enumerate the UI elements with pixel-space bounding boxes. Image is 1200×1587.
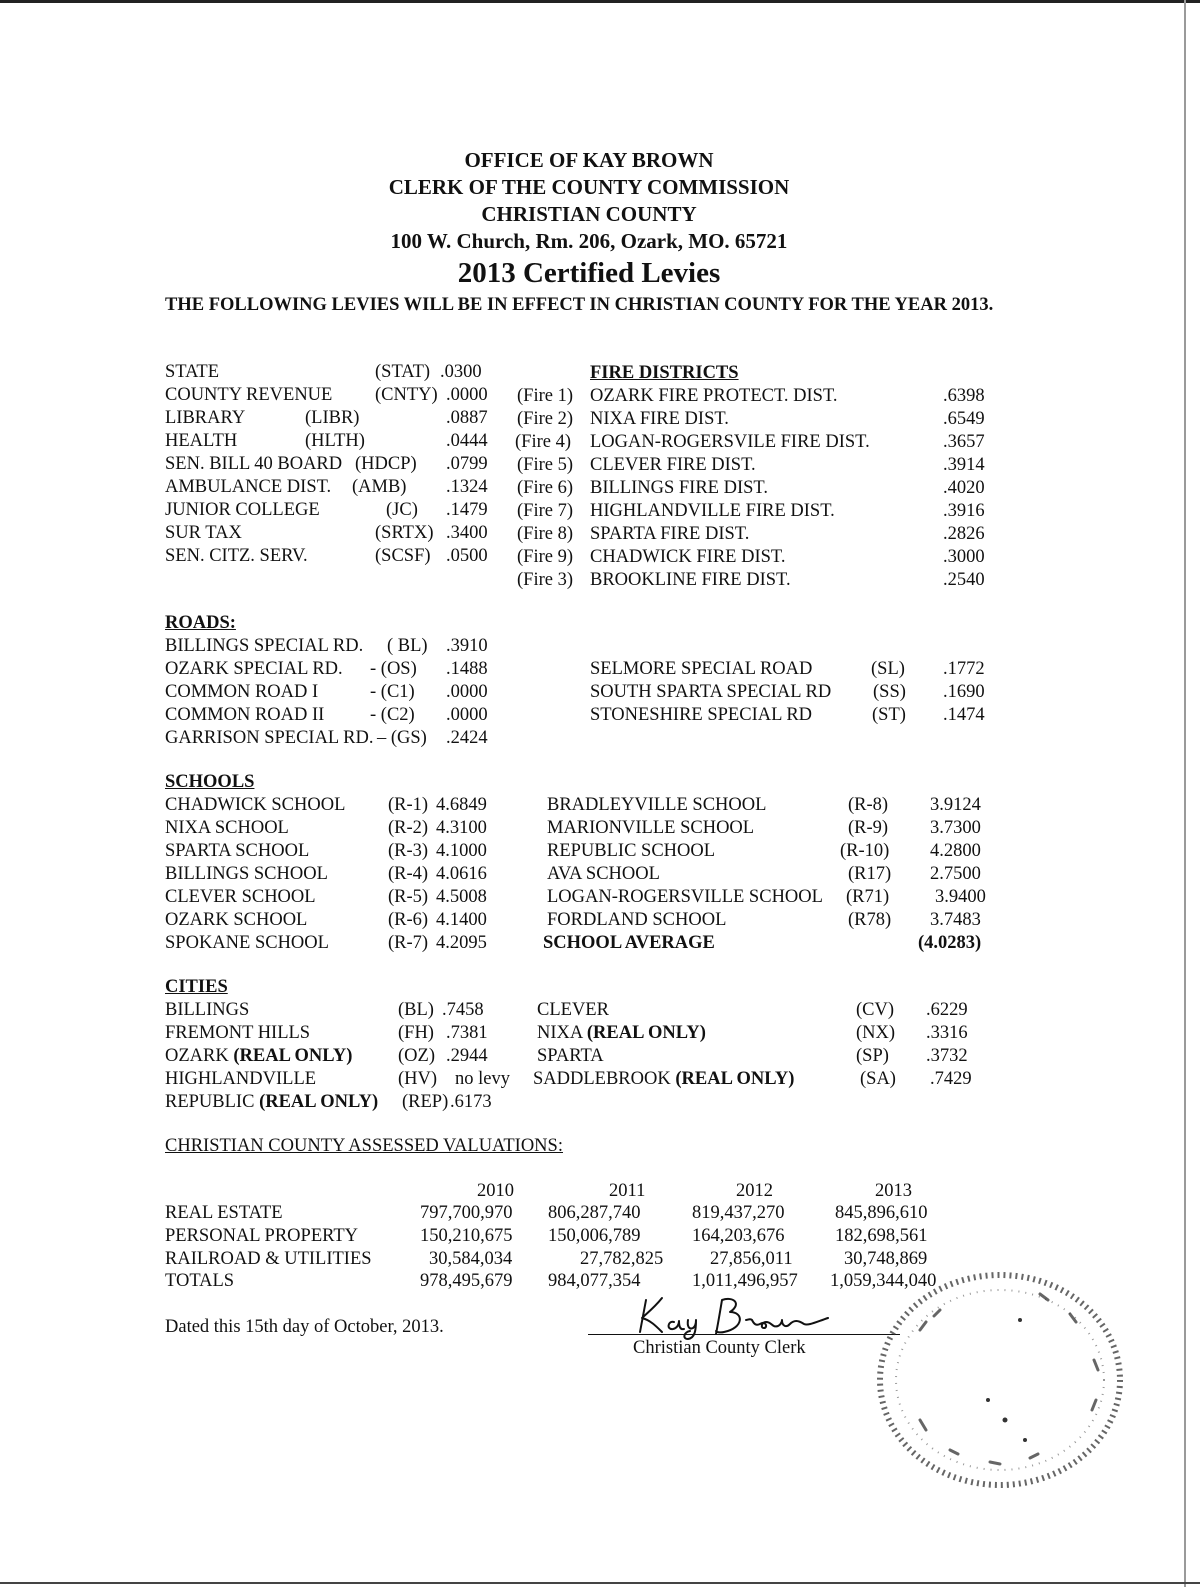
school-name: CHADWICK SCHOOL xyxy=(165,795,346,815)
city-name: NIXA xyxy=(537,1023,583,1043)
valuation-value: 845,896,610 xyxy=(835,1203,928,1223)
school-rate: 3.7300 xyxy=(930,818,981,838)
city-name: HIGHLANDVILLE xyxy=(165,1069,317,1089)
city-name: FREMONT HILLS xyxy=(165,1023,311,1043)
road-name: STONESHIRE SPECIAL RD xyxy=(590,705,813,725)
city-name: SADDLEBROOK xyxy=(533,1069,671,1089)
county-name: CHRISTIAN COUNTY xyxy=(481,202,697,226)
road-code: - (C2) xyxy=(370,705,415,725)
city-name-group xyxy=(165,1045,352,1067)
school-code: (R-2) xyxy=(388,818,429,838)
dated-line: Dated this 15th day of October, 2013. xyxy=(165,1317,444,1337)
valuation-value: 164,203,676 xyxy=(692,1226,785,1246)
city-rate: .6229 xyxy=(926,1000,968,1020)
levy-code: (CNTY) xyxy=(375,385,438,405)
school-name: BILLINGS SCHOOL xyxy=(165,864,328,884)
school-rate: 3.7483 xyxy=(930,910,981,930)
fire-rate: .3914 xyxy=(943,455,985,475)
page-title: 2013 Certified Levies xyxy=(457,257,721,289)
city-name-group xyxy=(537,1022,706,1044)
city-rate: .7458 xyxy=(442,1000,484,1020)
fire-name: CLEVER FIRE DIST. xyxy=(590,455,756,475)
levy-name: LIBRARY xyxy=(165,408,246,428)
fire-name: BILLINGS FIRE DIST. xyxy=(590,478,768,498)
levy-rate: .1479 xyxy=(446,500,488,520)
city-code: (BL) xyxy=(398,1000,434,1020)
real-only-note: (REAL ONLY) xyxy=(259,1092,379,1112)
signature-line xyxy=(588,1334,900,1335)
road-name: COMMON ROAD II xyxy=(165,705,325,725)
fire-rate: .3000 xyxy=(943,547,985,567)
fire-rate: .3657 xyxy=(943,432,985,452)
office-address: 100 W. Church, Rm. 206, Ozark, MO. 65721 xyxy=(390,229,788,253)
valuation-value: 819,437,270 xyxy=(692,1203,785,1223)
city-code: (SA) xyxy=(860,1069,896,1089)
levy-name: STATE xyxy=(165,362,220,382)
road-rate: .1772 xyxy=(943,659,985,679)
valuation-value: 27,856,011 xyxy=(710,1249,793,1269)
levy-name: SUR TAX xyxy=(165,523,242,543)
school-rate: 3.9124 xyxy=(930,795,981,815)
school-rate: 4.3100 xyxy=(436,818,487,838)
office-title: CLERK OF THE COUNTY COMMISSION xyxy=(388,175,790,199)
city-name: CLEVER xyxy=(537,1000,609,1020)
valuation-value: 150,006,789 xyxy=(548,1226,641,1246)
valuation-label: TOTALS xyxy=(165,1271,235,1291)
fire-name: BROOKLINE FIRE DIST. xyxy=(590,570,791,590)
fire-rate: .6398 xyxy=(943,386,985,406)
school-rate: 4.6849 xyxy=(436,795,487,815)
city-rate: .6173 xyxy=(450,1092,492,1112)
road-rate: .0000 xyxy=(446,682,488,702)
seal-emboss xyxy=(860,1250,1130,1500)
levy-rate: .0444 xyxy=(446,431,488,451)
city-rate: .2944 xyxy=(446,1046,488,1066)
city-code: (REP) xyxy=(402,1092,449,1112)
school-name: SPARTA SCHOOL xyxy=(165,841,310,861)
valuation-label: REAL ESTATE xyxy=(165,1203,283,1223)
road-code: - (OS) xyxy=(370,659,417,679)
road-code: - (C1) xyxy=(370,682,415,702)
school-rate: 4.1000 xyxy=(436,841,487,861)
valuations-heading: CHRISTIAN COUNTY ASSESSED VALUATIONS: xyxy=(165,1136,563,1156)
levy-name: AMBULANCE DIST. xyxy=(165,477,332,497)
valuation-label: RAILROAD & UTILITIES xyxy=(165,1249,372,1269)
levy-code: (AMB) xyxy=(352,477,407,497)
school-name: AVA SCHOOL xyxy=(547,864,660,884)
fire-rate: .6549 xyxy=(943,409,985,429)
levy-rate: .0300 xyxy=(440,362,482,382)
fire-name: NIXA FIRE DIST. xyxy=(590,409,729,429)
fire-code: (Fire 5) xyxy=(517,455,573,475)
road-rate: .3910 xyxy=(446,636,488,656)
letterhead xyxy=(0,147,1178,290)
fire-districts-heading: FIRE DISTRICTS xyxy=(590,363,739,383)
fire-rate: .3916 xyxy=(943,501,985,521)
levy-name: JUNIOR COLLEGE xyxy=(165,500,320,520)
valuation-value: 797,700,970 xyxy=(420,1203,513,1223)
school-name: BRADLEYVILLE SCHOOL xyxy=(547,795,767,815)
valuation-value: 984,077,354 xyxy=(548,1271,641,1291)
fire-name: LOGAN-ROGERSVILE FIRE DIST. xyxy=(590,432,870,452)
school-name: NIXA SCHOOL xyxy=(165,818,289,838)
fire-rate: .2826 xyxy=(943,524,985,544)
road-name: SELMORE SPECIAL ROAD xyxy=(590,659,813,679)
school-code: (R-10) xyxy=(840,841,890,861)
cities-heading: CITIES xyxy=(165,977,228,997)
valuation-value: 30,584,034 xyxy=(429,1249,513,1269)
fire-code: (Fire 9) xyxy=(517,547,573,567)
school-name: LOGAN-ROGERSVILLE SCHOOL xyxy=(547,887,823,907)
city-rate: .3732 xyxy=(926,1046,968,1066)
fire-code: (Fire 8) xyxy=(517,524,573,544)
road-code: (ST) xyxy=(872,705,906,725)
road-name: BILLINGS SPECIAL RD. xyxy=(165,636,364,656)
school-code: (R-9) xyxy=(848,818,889,838)
school-code: (R-1) xyxy=(388,795,429,815)
road-code: – (GS) xyxy=(377,728,427,748)
real-only-note: (REAL ONLY) xyxy=(233,1046,353,1066)
school-name: REPUBLIC SCHOOL xyxy=(547,841,716,861)
fire-name: OZARK FIRE PROTECT. DIST. xyxy=(590,386,838,406)
real-only-note: (REAL ONLY) xyxy=(675,1069,795,1089)
city-name: REPUBLIC xyxy=(165,1092,255,1112)
city-code: (NX) xyxy=(856,1023,896,1043)
levy-rate: .1324 xyxy=(446,477,488,497)
road-name: OZARK SPECIAL RD. xyxy=(165,659,343,679)
levy-code: (JC) xyxy=(386,500,418,520)
city-name: OZARK xyxy=(165,1046,229,1066)
valuation-value: 182,698,561 xyxy=(835,1226,928,1246)
city-code: (CV) xyxy=(856,1000,895,1020)
levy-name: SEN. CITZ. SERV. xyxy=(165,546,308,566)
road-code: ( BL) xyxy=(387,636,428,656)
fire-name: CHADWICK FIRE DIST. xyxy=(590,547,786,567)
schools-heading: SCHOOLS xyxy=(165,772,255,792)
road-name: SOUTH SPARTA SPECIAL RD xyxy=(590,682,832,702)
road-name: GARRISON SPECIAL RD. xyxy=(165,728,374,748)
county-seal xyxy=(860,1250,1130,1505)
levy-rate: .0500 xyxy=(446,546,488,566)
valuation-value: 30,748,869 xyxy=(844,1249,928,1269)
valuation-value: 978,495,679 xyxy=(420,1271,513,1291)
school-code: (R-5) xyxy=(388,887,429,907)
intro-statement: THE FOLLOWING LEVIES WILL BE IN EFFECT IN CHRISTIAN COUNTY FOR THE YEAR 2013. xyxy=(165,295,994,315)
levy-code: (HDCP) xyxy=(355,454,417,474)
valuation-value: 1,011,496,957 xyxy=(692,1271,798,1291)
year-header: 2012 xyxy=(736,1181,773,1201)
school-name: FORDLAND SCHOOL xyxy=(547,910,727,930)
school-code: (R-3) xyxy=(388,841,429,861)
valuation-value: 27,782,825 xyxy=(580,1249,664,1269)
year-header: 2011 xyxy=(609,1181,646,1201)
city-name: BILLINGS xyxy=(165,1000,250,1020)
school-rate: 3.9400 xyxy=(935,887,986,907)
fire-code: (Fire 2) xyxy=(517,409,573,429)
school-code: (R78) xyxy=(848,910,892,930)
scan-edge-bottom xyxy=(0,1582,1200,1584)
city-name-group xyxy=(165,1091,378,1113)
city-name: SPARTA xyxy=(537,1046,604,1066)
levy-rate: .0799 xyxy=(446,454,488,474)
levy-rate: .0887 xyxy=(446,408,488,428)
school-code: (R-6) xyxy=(388,910,429,930)
school-name: CLEVER SCHOOL xyxy=(165,887,316,907)
school-code: (R-4) xyxy=(388,864,429,884)
school-rate: 4.0616 xyxy=(436,864,487,884)
road-code: (SS) xyxy=(873,682,906,702)
road-rate: .1474 xyxy=(943,705,985,725)
school-rate: 4.5008 xyxy=(436,887,487,907)
school-rate: 4.1400 xyxy=(436,910,487,930)
city-code: (SP) xyxy=(856,1046,889,1066)
levy-name: HEALTH xyxy=(165,431,238,451)
school-code: (R17) xyxy=(848,864,892,884)
levy-name: SEN. BILL 40 BOARD xyxy=(165,454,343,474)
fire-code: (Fire 3) xyxy=(517,570,573,590)
city-code: (FH) xyxy=(398,1023,434,1043)
scan-edge-top xyxy=(0,0,1200,3)
road-rate: .1488 xyxy=(446,659,488,679)
scan-edge-right xyxy=(1184,0,1186,1587)
levy-code: (LIBR) xyxy=(305,408,360,428)
signature-scribble xyxy=(632,1290,832,1340)
school-name: MARIONVILLE SCHOOL xyxy=(547,818,755,838)
year-header: 2010 xyxy=(477,1181,514,1201)
office-name: OFFICE OF KAY BROWN xyxy=(464,148,714,172)
school-code: (R-7) xyxy=(388,933,429,953)
school-average-label: SCHOOL AVERAGE xyxy=(543,933,715,953)
levy-code: (SRTX) xyxy=(375,523,434,543)
school-rate: 4.2800 xyxy=(930,841,981,861)
fire-code: (Fire 7) xyxy=(517,501,573,521)
city-rate: .3316 xyxy=(926,1023,968,1043)
levy-name: COUNTY REVENUE xyxy=(165,385,333,405)
road-rate: .0000 xyxy=(446,705,488,725)
fire-name: SPARTA FIRE DIST. xyxy=(590,524,750,544)
school-name: OZARK SCHOOL xyxy=(165,910,308,930)
real-only-note: (REAL ONLY) xyxy=(586,1023,706,1043)
valuation-value: 150,210,675 xyxy=(420,1226,513,1246)
year-header: 2013 xyxy=(875,1181,912,1201)
road-rate: .1690 xyxy=(943,682,985,702)
roads-heading: ROADS: xyxy=(165,613,236,633)
school-code: (R71) xyxy=(846,887,890,907)
city-code: (HV) xyxy=(398,1069,438,1089)
levy-code: (STAT) xyxy=(375,362,431,382)
valuation-value: 1,059,344,040 xyxy=(830,1271,937,1291)
levy-rate: .0000 xyxy=(446,385,488,405)
valuation-label: PERSONAL PROPERTY xyxy=(165,1226,359,1246)
levy-rate: .3400 xyxy=(446,523,488,543)
school-rate: 4.2095 xyxy=(436,933,487,953)
fire-rate: .2540 xyxy=(943,570,985,590)
clerk-title: Christian County Clerk xyxy=(633,1338,806,1358)
road-name: COMMON ROAD I xyxy=(165,682,319,702)
school-name: SPOKANE SCHOOL xyxy=(165,933,329,953)
city-rate: no levy xyxy=(455,1069,510,1089)
school-code: (R-8) xyxy=(848,795,889,815)
levy-code: (HLTH) xyxy=(305,431,365,451)
road-code: (SL) xyxy=(871,659,905,679)
school-average-value: (4.0283) xyxy=(918,933,982,953)
road-rate: .2424 xyxy=(446,728,488,748)
fire-rate: .4020 xyxy=(943,478,985,498)
fire-name: HIGHLANDVILLE FIRE DIST. xyxy=(590,501,835,521)
fire-code: (Fire 4) xyxy=(515,432,571,452)
levy-code: (SCSF) xyxy=(375,546,431,566)
school-rate: 2.7500 xyxy=(930,864,981,884)
valuation-value: 806,287,740 xyxy=(548,1203,641,1223)
city-rate: .7429 xyxy=(930,1069,972,1089)
fire-code: (Fire 1) xyxy=(517,386,573,406)
city-code: (OZ) xyxy=(398,1046,435,1066)
city-name-group xyxy=(533,1068,794,1090)
fire-code: (Fire 6) xyxy=(517,478,573,498)
city-rate: .7381 xyxy=(446,1023,488,1043)
